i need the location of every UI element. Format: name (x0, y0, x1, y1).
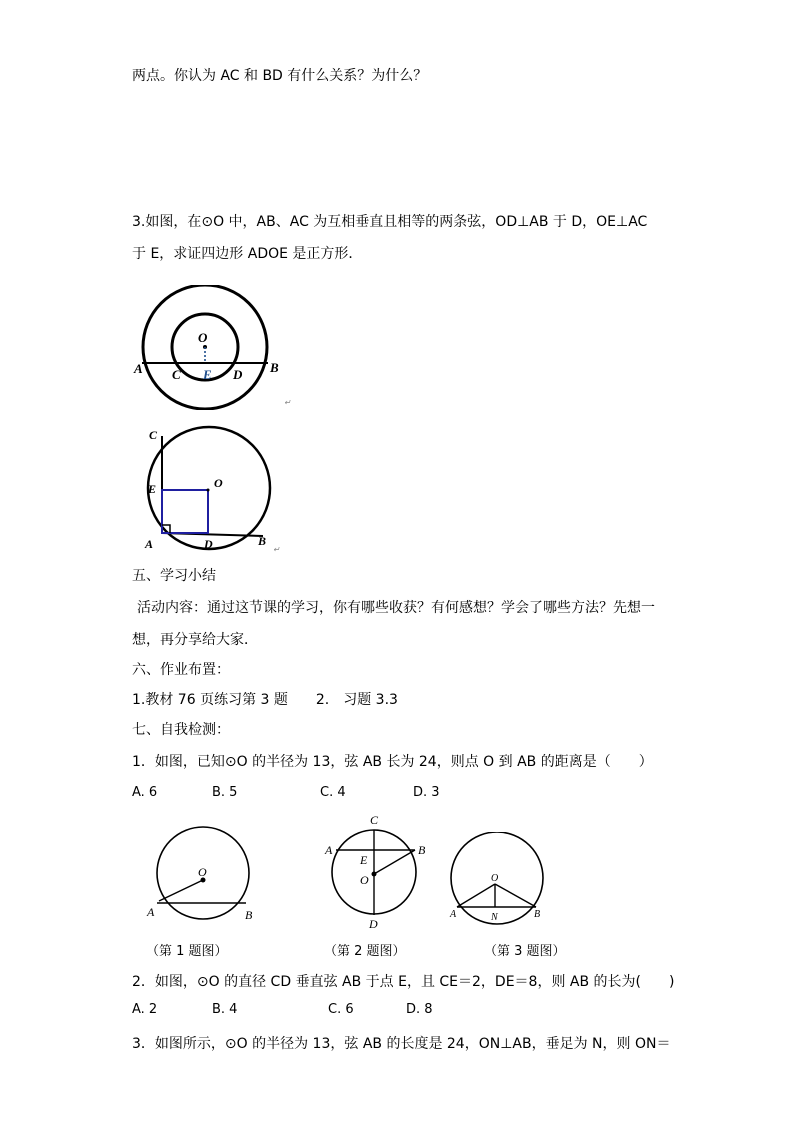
caption-figure-2: （第 2 题图） (324, 944, 406, 959)
test-figure-2 (322, 812, 434, 932)
t1-option-b: B. 5 (212, 785, 238, 800)
label-C: C (370, 813, 379, 827)
label-A: A (147, 905, 155, 919)
question-3-line-1: 3.如图，在⊙O 中，AB、AC 为互相垂直且相等的两条弦，OD⊥AB 于 D，OE⊥AC (132, 214, 648, 230)
t1-option-a: A. 6 (132, 785, 158, 800)
label-B: B (534, 909, 541, 920)
label-N: N (491, 912, 498, 923)
label-C: C (149, 428, 158, 442)
label-E: E (203, 367, 212, 382)
t2-option-d: D. 8 (406, 1002, 433, 1017)
label-B: B (270, 360, 279, 375)
test-question-1: 1．如图，已知⊙O 的半径为 13，弦 AB 长为 24，则点 O 到 AB 的距离是（ ） (132, 754, 653, 770)
homework-line: 1.教材 76 页练习第 3 题 2. 习题 3.3 (132, 692, 398, 708)
t2-option-b: B. 4 (212, 1002, 238, 1017)
test-figure-3 (445, 832, 550, 932)
question-3-line-2: 于 E，求证四边形 ADOE 是正方形． (132, 246, 363, 262)
label-O: O (198, 330, 208, 345)
section-7-heading: 七、自我检测： (132, 722, 230, 738)
label-A: A (325, 843, 333, 857)
label-B: B (245, 908, 253, 922)
text-line-1: 两点。你认为 AC 和 BD 有什么关系？为什么？ (132, 68, 428, 84)
figure-concentric-circles (130, 285, 295, 410)
label-A: A (450, 909, 457, 920)
label-O: O (360, 873, 369, 887)
svg-text:↵: ↵ (273, 545, 280, 554)
label-A: A (145, 537, 154, 551)
label-A: A (134, 361, 143, 376)
t1-option-c: C. 4 (320, 785, 346, 800)
test-figure-1 (145, 826, 265, 922)
caption-figure-1: （第 1 题图） (146, 944, 228, 959)
label-D: D (233, 367, 243, 382)
label-E: E (360, 853, 368, 867)
svg-text:↵: ↵ (284, 398, 291, 407)
label-D: D (369, 917, 378, 931)
t2-option-a: A. 2 (132, 1002, 158, 1017)
label-C: C (172, 367, 181, 382)
label-B: B (258, 534, 267, 548)
label-O: O (214, 476, 223, 490)
label-O: O (491, 873, 499, 884)
test-question-2: 2．如图，⊙O 的直径 CD 垂直弦 AB 于点 E，且 CE＝2，DE＝8，则 AB 的长为( ) (132, 974, 675, 990)
figure-square-adoe (140, 422, 285, 554)
test-question-3: 3．如图所示，⊙O 的半径为 13，弦 AB 的长度是 24，ON⊥AB，垂足为 N，则 ON＝ (132, 1036, 671, 1052)
caption-figure-3: （第 3 题图） (484, 944, 566, 959)
activity-line-2: 想，再分享给大家． (132, 632, 258, 648)
t2-option-c: C. 6 (328, 1002, 354, 1017)
label-D: D (204, 537, 213, 551)
label-O: O (198, 865, 207, 879)
label-B: B (418, 843, 426, 857)
label-E: E (148, 482, 157, 496)
t1-option-d: D. 3 (413, 785, 440, 800)
section-5-heading: 五、学习小结 (132, 568, 216, 584)
activity-line-1: 活动内容：通过这节课的学习，你有哪些收获？有何感想？学会了哪些方法？先想一 (137, 600, 655, 616)
section-6-heading: 六、作业布置： (132, 662, 230, 678)
